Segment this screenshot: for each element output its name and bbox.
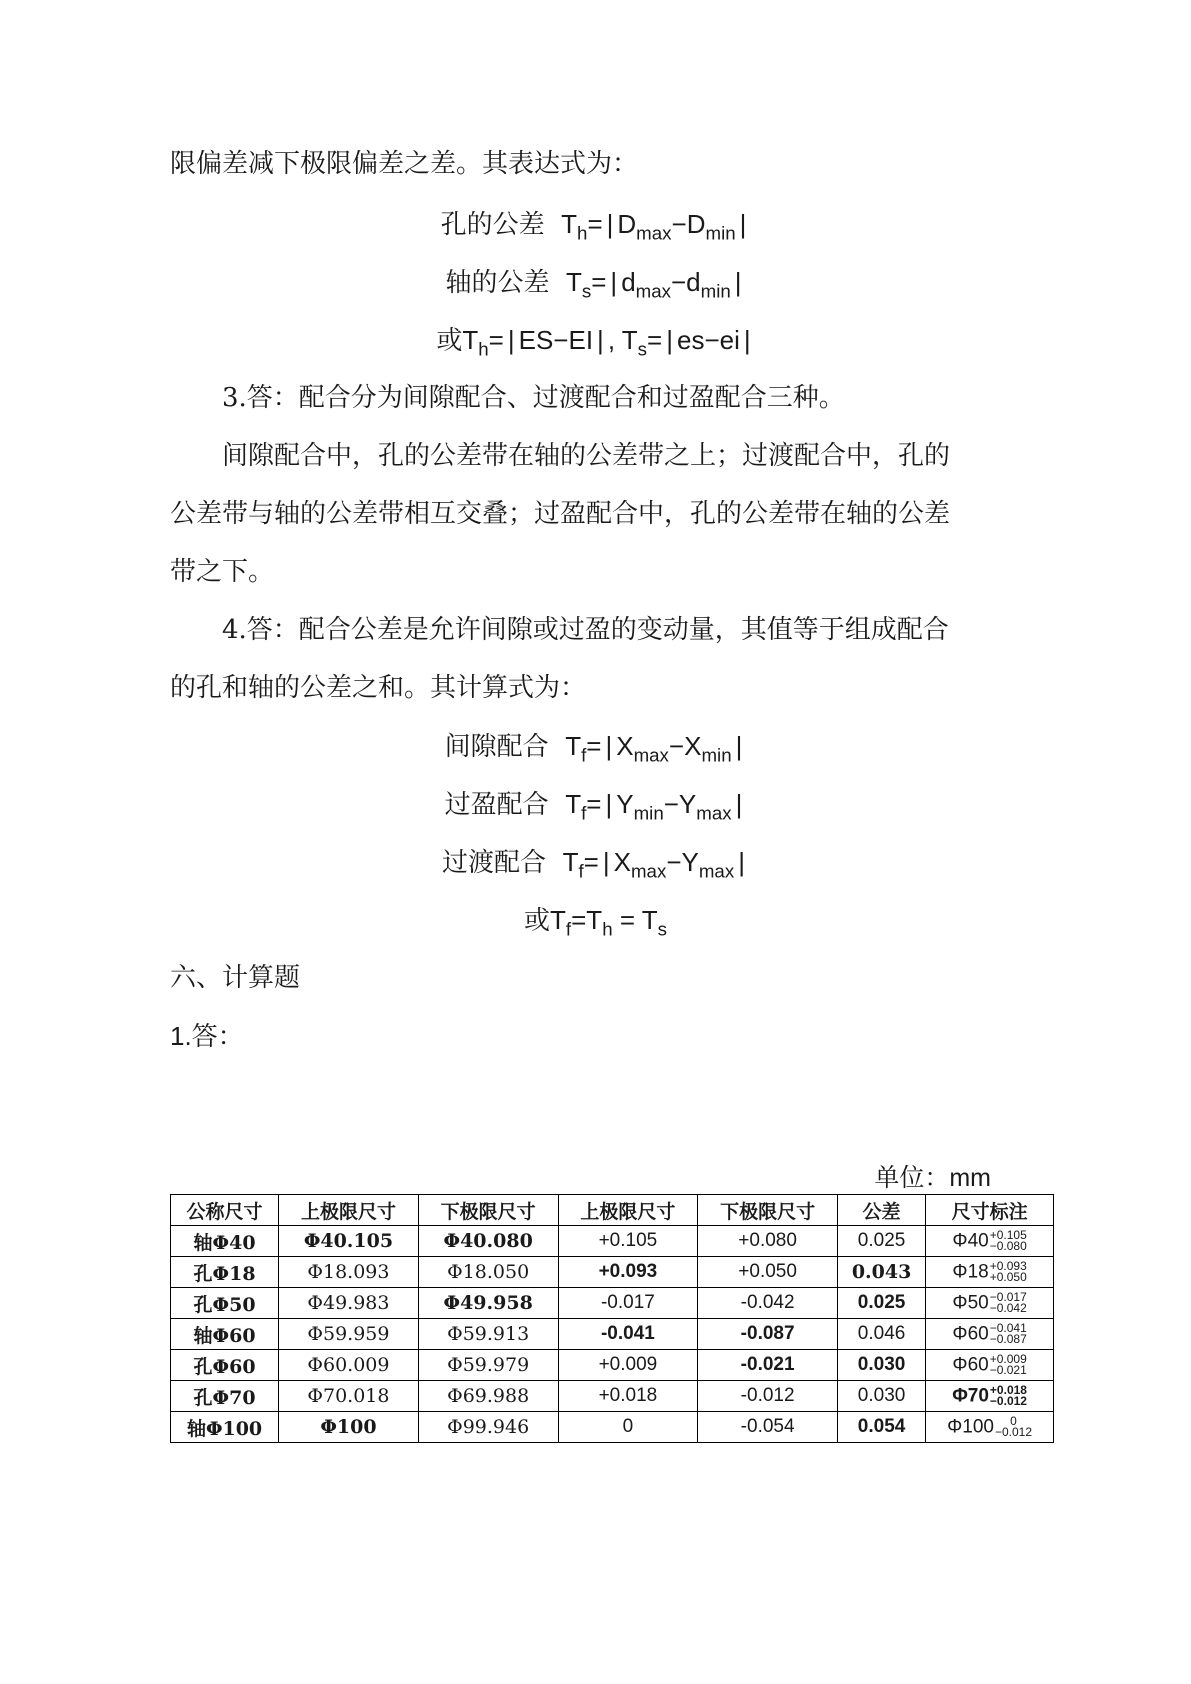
cell-lower-deviation: -0.042 <box>698 1288 838 1319</box>
cell-upper-deviation: +0.018 <box>558 1381 698 1412</box>
cell-upper-deviation: -0.041 <box>558 1319 698 1350</box>
dimension-lower: −0.012 <box>989 1394 1027 1408</box>
cell-min-size: Φ99.946 <box>418 1412 558 1443</box>
cell-nominal: 轴Φ40 <box>171 1226 279 1257</box>
formula-transition-fit: 过渡配合 $T_f=$ | $X_{max}-Y_{max}$ | <box>442 847 745 882</box>
cell-nominal: 轴Φ100 <box>171 1412 279 1443</box>
column-header: 上极限尺寸 <box>558 1195 698 1226</box>
cell-lower-deviation: +0.050 <box>698 1257 838 1288</box>
paragraph-3b-2: 公差带与轴的公差带相互交叠；过盈配合中，孔的公差带在轴的公差 <box>170 499 951 529</box>
cell-tolerance: 0.030 <box>837 1350 925 1381</box>
dimension-base: Φ50 <box>952 1292 989 1314</box>
cell-dimension <box>926 1381 1054 1412</box>
unit-label: 单位：mm <box>874 1164 991 1192</box>
cell-dimension <box>926 1319 1054 1350</box>
column-header: 下极限尺寸 <box>698 1195 838 1226</box>
cell-lower-deviation: +0.080 <box>698 1226 838 1257</box>
cell-dimension <box>926 1226 1054 1257</box>
cell-lower-deviation: -0.021 <box>698 1350 838 1381</box>
column-header: 上极限尺寸 <box>279 1195 419 1226</box>
formula-hole-tolerance: 孔的公差 $T_h=$ | $D_{max}-D_{min}$ | <box>440 209 747 244</box>
dimension-upper: +0.105 <box>989 1227 1027 1242</box>
dimension-lower: −0.087 <box>989 1332 1027 1346</box>
formula-label: 过盈配合 <box>444 790 549 820</box>
dimension-upper: +0.018 <box>989 1382 1027 1397</box>
dimension-lower: −0.021 <box>989 1363 1027 1377</box>
dimension-upper: 0 <box>1010 1413 1017 1428</box>
paragraph-4-2: 的孔和轴的公差之和。其计算式为： <box>170 673 587 703</box>
cell-upper-deviation: +0.009 <box>558 1350 698 1381</box>
formula-label: 或 <box>436 326 463 356</box>
table-row <box>171 1288 1054 1319</box>
answer-label: 1.答： <box>170 1021 244 1051</box>
table-row <box>171 1412 1054 1443</box>
section-title: 六、计算题 <box>170 963 301 993</box>
cell-max-size: Φ60.009 <box>279 1350 419 1381</box>
cell-min-size: Φ49.958 <box>418 1288 558 1319</box>
table-row <box>171 1257 1054 1288</box>
tolerance-table <box>170 1194 1054 1443</box>
dimension-base: Φ100 <box>947 1416 994 1438</box>
paragraph-3b-3: 带之下。 <box>170 557 275 587</box>
dimension-base: Φ60 <box>952 1323 989 1345</box>
paragraph-3b-1: 间隙配合中，孔的公差带在轴的公差带之上；过渡配合中，孔的 <box>222 441 951 471</box>
cell-nominal: 轴Φ60 <box>171 1319 279 1350</box>
formula-shaft-tolerance: 轴的公差 $T_s=$ | $d_{max}-d_{min}$ | <box>445 267 742 302</box>
cell-min-size: Φ18.050 <box>418 1257 558 1288</box>
cell-lower-deviation: -0.087 <box>698 1319 838 1350</box>
cell-lower-deviation: -0.012 <box>698 1381 838 1412</box>
cell-nominal: 孔Φ70 <box>171 1381 279 1412</box>
dimension-lower: +0.050 <box>989 1270 1027 1284</box>
dimension-base: Φ18 <box>952 1261 989 1283</box>
formula-label: 间隙配合 <box>444 732 549 762</box>
cell-min-size: Φ59.979 <box>418 1350 558 1381</box>
cell-nominal: 孔Φ50 <box>171 1288 279 1319</box>
column-header: 尺寸标注 <box>926 1195 1054 1226</box>
cell-max-size: Φ59.959 <box>279 1319 419 1350</box>
dimension-lower: −0.080 <box>989 1239 1027 1253</box>
dimension-base: Φ40 <box>952 1230 989 1252</box>
cell-max-size: Φ70.018 <box>279 1381 419 1412</box>
cell-upper-deviation: +0.093 <box>558 1257 698 1288</box>
cell-max-size: Φ18.093 <box>279 1257 419 1288</box>
cell-min-size: Φ40.080 <box>418 1226 558 1257</box>
cell-tolerance: 0.030 <box>837 1381 925 1412</box>
cell-upper-deviation: -0.017 <box>558 1288 698 1319</box>
formula-fit-sum: 或$T_f=T_h = T_s$ <box>524 905 667 940</box>
paragraph-1: 限偏差减下极限偏差之差。其表达式为： <box>170 149 639 179</box>
cell-upper-deviation: 0 <box>558 1412 698 1443</box>
dimension-lower: −0.042 <box>989 1301 1027 1315</box>
cell-tolerance: 0.043 <box>837 1257 925 1288</box>
table-header-row <box>171 1195 1054 1226</box>
cell-tolerance: 0.025 <box>837 1288 925 1319</box>
table-row <box>171 1226 1054 1257</box>
cell-nominal: 孔Φ60 <box>171 1350 279 1381</box>
cell-min-size: Φ59.913 <box>418 1319 558 1350</box>
paragraph-3a: 3.答：配合分为间隙配合、过渡配合和过盈配合三种。 <box>222 383 845 413</box>
formula-clearance-fit: 间隙配合 $T_f=$ | $X_{max}-X_{min}$ | <box>444 731 743 766</box>
paragraph-4-1: 4.答：配合公差是允许间隙或过盈的变动量，其值等于组成配合 <box>222 615 949 645</box>
cell-dimension <box>926 1350 1054 1381</box>
cell-dimension <box>926 1288 1054 1319</box>
column-header: 下极限尺寸 <box>418 1195 558 1226</box>
column-header: 公称尺寸 <box>171 1195 279 1226</box>
cell-max-size: Φ40.105 <box>279 1226 419 1257</box>
formula-label: 过渡配合 <box>442 848 547 878</box>
formula-deviation: 或$T_h=$ | ES−EI | , $T_s=$ | es−ei | <box>436 325 751 360</box>
cell-dimension <box>926 1412 1054 1443</box>
table-row <box>171 1381 1054 1412</box>
formula-label: 轴的公差 <box>445 268 550 298</box>
dimension-upper: −0.017 <box>989 1289 1027 1304</box>
cell-tolerance: 0.054 <box>837 1412 925 1443</box>
dimension-base: Φ60 <box>952 1354 989 1376</box>
dimension-base: Φ70 <box>952 1385 989 1407</box>
cell-tolerance: 0.046 <box>837 1319 925 1350</box>
formula-interference-fit: 过盈配合 $T_f=$ | $Y_{min}-Y_{max}$ | <box>444 789 743 824</box>
dimension-lower: −0.012 <box>994 1425 1033 1439</box>
cell-tolerance: 0.025 <box>837 1226 925 1257</box>
cell-max-size: Φ100 <box>279 1412 419 1443</box>
formula-label: 或 <box>524 906 551 936</box>
column-header: 公差 <box>837 1195 925 1226</box>
cell-nominal: 孔Φ18 <box>171 1257 279 1288</box>
cell-max-size: Φ49.983 <box>279 1288 419 1319</box>
dimension-upper: −0.041 <box>989 1320 1027 1335</box>
cell-dimension <box>926 1257 1054 1288</box>
table-row <box>171 1319 1054 1350</box>
cell-lower-deviation: -0.054 <box>698 1412 838 1443</box>
table-row <box>171 1350 1054 1381</box>
cell-upper-deviation: +0.105 <box>558 1226 698 1257</box>
formula-label: 孔的公差 <box>440 210 545 240</box>
cell-min-size: Φ69.988 <box>418 1381 558 1412</box>
dimension-upper: +0.009 <box>989 1351 1027 1366</box>
dimension-upper: +0.093 <box>989 1258 1027 1273</box>
